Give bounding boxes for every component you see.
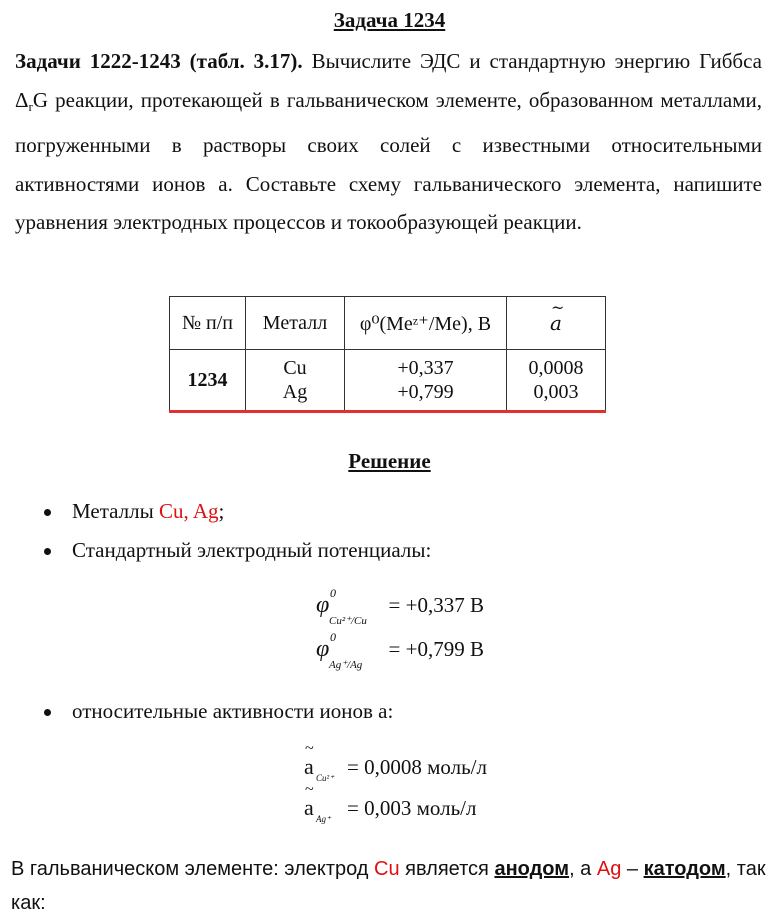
task-text-part1: Вычислите ЭДС и стандартную энергию Гиббса Δ	[15, 49, 762, 112]
metal-ag: Ag	[282, 381, 308, 403]
activity-symbol: ~ a	[550, 311, 562, 335]
formula-phi-cu	[316, 586, 484, 627]
conclusion-cu: Cu	[374, 858, 400, 880]
row-number: 1234	[170, 350, 246, 412]
task-reference: Задачи 1222-1243 (табл. 3.17).	[15, 49, 303, 73]
header-activity	[507, 297, 606, 350]
activity-subscript-cu: Cu²⁺	[316, 773, 334, 783]
conclusion-text	[11, 852, 766, 920]
activity-subscript-ag: Ag⁺	[316, 814, 331, 824]
potential-ag: +0,799	[397, 381, 454, 403]
table-header-row	[170, 297, 606, 350]
activity-cu: 0,0008	[528, 357, 584, 379]
metals-end: ;	[218, 499, 225, 523]
table-row	[170, 350, 606, 412]
metals-value: Cu, Ag	[158, 499, 219, 523]
row-activities	[507, 350, 606, 412]
potential-cu: +0,337	[397, 357, 454, 379]
activity-cu-value: = 0,0008 моль/л	[347, 755, 487, 779]
header-potential: φ⁰(Meᶻ⁺/Me), В	[345, 297, 507, 350]
formula-activity-ag	[304, 781, 477, 824]
phi-symbol: φ 0 Ag⁺/Ag	[316, 630, 363, 671]
bullet-metals	[72, 499, 224, 524]
row-metals	[246, 350, 345, 412]
conclusion-part5: , так как:	[11, 858, 766, 914]
conclusion-cathode: катодом	[643, 858, 726, 880]
phi-superscript: 0	[330, 630, 336, 644]
conclusion-part2: является	[399, 858, 495, 880]
phi-symbol: φ 0 Cu²⁺/Cu	[316, 586, 367, 627]
phi-subscript-cu: Cu²⁺/Cu	[329, 615, 367, 627]
activity-variable: ~ a Ag⁺	[304, 781, 331, 824]
data-table	[169, 296, 606, 413]
metal-cu: Cu	[283, 357, 307, 379]
activity-variable: ~ a Cu²⁺	[304, 740, 334, 783]
conclusion-part1: В гальваническом элементе: электрод	[11, 858, 375, 880]
task-text-part2: G реакции, протекающей в гальваническом элементе, образованном металлами, погруженными в растворы своих солей с известными относительными активностями ионов а. Составьте схему гальванического элемента, напишите уравнения электродных процессов и токообразующей реакции.	[15, 87, 762, 235]
conclusion-anode: анодом	[494, 858, 570, 880]
bullet-dot	[44, 548, 51, 555]
bullet-activities: относительные активности ионов а:	[72, 699, 394, 723]
task-subscript-r: r	[28, 98, 33, 114]
task-statement	[15, 42, 762, 242]
phi-ag-value: = +0,799 В	[388, 637, 484, 661]
bullet-dot	[44, 509, 51, 516]
header-metal: Металл	[246, 297, 345, 350]
solution-title: Решение	[348, 449, 431, 473]
phi-subscript-ag: Ag⁺/Ag	[329, 659, 363, 671]
bullet-dot	[44, 709, 51, 716]
bullet-potentials: Стандартный электродный потенциалы:	[72, 538, 432, 562]
conclusion-part3: , а	[569, 858, 597, 880]
page-title: Задача 1234	[333, 8, 446, 32]
metals-label: Металлы	[72, 499, 159, 523]
header-number: № п/п	[170, 297, 246, 350]
formula-phi-ag	[316, 630, 484, 671]
phi-cu-value: = +0,337 В	[388, 593, 484, 617]
conclusion-part4: –	[621, 858, 644, 880]
conclusion-ag: Ag	[596, 858, 622, 880]
row-potentials	[345, 350, 507, 412]
activity-ag: 0,003	[533, 381, 579, 403]
phi-superscript: 0	[330, 586, 336, 600]
activity-ag-value: = 0,003 моль/л	[347, 796, 477, 820]
formula-activity-cu	[304, 740, 487, 783]
